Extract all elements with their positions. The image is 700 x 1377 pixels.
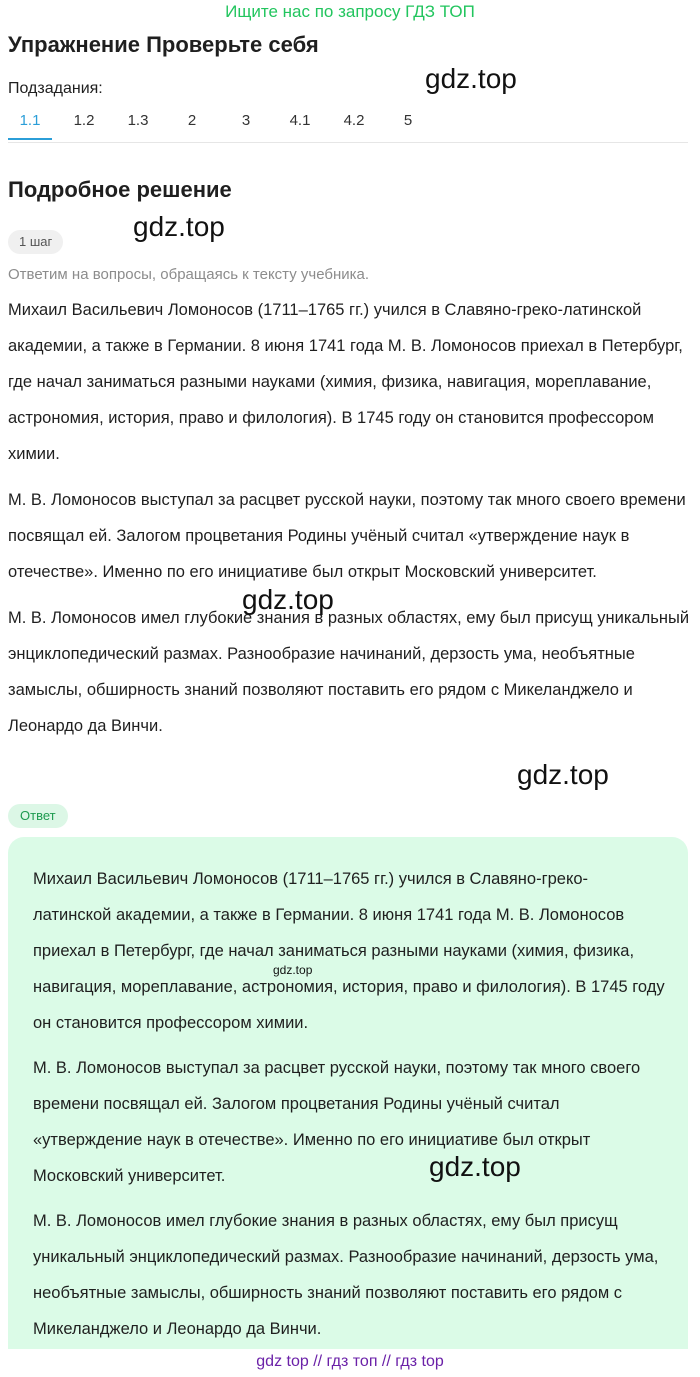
solution-text [8,292,692,754]
solution-heading: Подробное решение [8,177,232,202]
watermark: gdz.top [425,63,517,94]
search-promo-banner: Ищите нас по запросу ГДЗ ТОП [225,2,475,21]
step-badge: 1 шаг [8,230,63,254]
subtask-tabs [8,104,688,143]
solution-intro: Ответим на вопросы, обращаясь к тексту учебника. [8,266,370,283]
answer-box [8,837,688,1349]
watermark: gdz.top [517,759,609,790]
answer-badge: Ответ [8,804,68,828]
solution-paragraph: М. В. Ломоносов имел глубокие знания в разных областях, ему был присущ уникальный энциклопедический размах. Разнообразие начинаний, дерзость ума, необъятные замыслы, обширность знаний позволяют поставить его рядом с Микеланджело и Леонардо да Винчи. [8,609,690,735]
tab-3[interactable]: 3 [241,112,251,129]
watermark: gdz.top [242,584,334,615]
footer-links: gdz top // гдз топ // гдз top [256,1353,444,1370]
tab-4-1[interactable]: 4.1 [289,112,311,129]
tab-2[interactable]: 2 [187,112,197,129]
watermark: gdz.top [429,1151,521,1182]
subtasks-label: Подзадания: [8,80,103,97]
page-title: Упражнение Проверьте себя [8,32,319,57]
solution-paragraph: Михаил Васильевич Ломоносов (1711–1765 гг.) учился в Славяно-греко-латинской академии, а также в Германии. 8 июня 1741 года М. В. Ломоносов приехал в Петербург, где начал заниматься разными науками (химия, физика, навигация, мореплавание, астрономия, история, право и филология). В 1745 году он становится профессором химии. [8,301,683,463]
tab-4-2[interactable]: 4.2 [343,112,365,129]
tab-1-1[interactable]: 1.1 [8,104,52,140]
watermark: gdz.top [133,211,225,242]
solution-paragraph: М. В. Ломоносов выступал за расцвет русской науки, поэтому так много своего времени посвящал ей. Залогом процветания Родины учёный считал «утверждение наук в отечестве». Именно по его инициативе был открыт Московский университет. [8,491,686,581]
watermark: gdz.top [273,963,313,977]
answer-paragraph: Михаил Васильевич Ломоносов (1711–1765 гг.) учился в Славяно-греко-латинской академии, а также в Германии. 8 июня 1741 года М. В. Ломоносов приехал в Петербург, где начал заниматься разными науками (химия, физика, навигация, мореплавание, астрономия, история, право и филология). В 1745 году он становится профессором химии. [33,870,665,1032]
answer-paragraph: М. В. Ломоносов выступал за расцвет русской науки, поэтому так много своего времени посвящал ей. Залогом процветания Родины учёный считал «утверждение наук в отечестве». Именно по его инициативе был открыт Московский университет. [33,1059,641,1185]
answer-paragraph: М. В. Ломоносов имел глубокие знания в разных областях, ему был присущ уникальный энциклопедический размах. Разнообразие начинаний, дерзость ума, необъятные замыслы, обширность знаний позволяют поставить его рядом с Микеланджело и Леонардо да Винчи. [33,1212,659,1338]
tab-1-2[interactable]: 1.2 [73,112,95,129]
tab-5[interactable]: 5 [403,112,413,129]
tab-1-3[interactable]: 1.3 [127,112,149,129]
